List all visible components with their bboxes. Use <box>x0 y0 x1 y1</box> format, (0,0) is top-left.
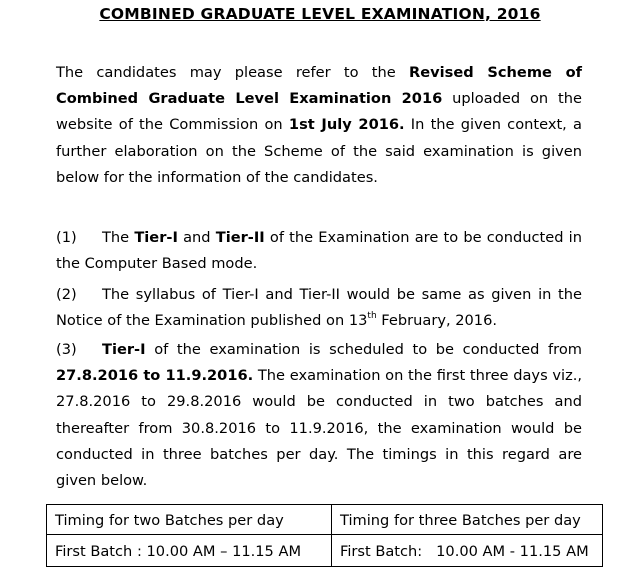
intro-paragraph <box>56 60 582 191</box>
intro-text-2: uploaded on the website of the Commission on <box>56 90 582 134</box>
point-3-text-2: The examination on the first three days viz., 27.8.2016 to 29.8.2016 would be conducted in two batches and thereafter from 30.8.2016 to 11.9.2016, the examination would be conducted in three batches per day. The timings in this regard are given below. <box>56 367 583 490</box>
document-title: COMBINED GRADUATE LEVEL EXAMINATION, 2016 <box>99 5 541 23</box>
batch-timings-table <box>46 504 603 567</box>
intro-text-1: The candidates may please refer to the <box>56 64 409 81</box>
point-1-tier-ii: Tier-II <box>215 229 265 246</box>
header-two-batches: Timing for two Batches per day <box>47 505 332 535</box>
point-number: (2) <box>56 286 77 303</box>
point-3-text-1: of the examination is scheduled to be conducted from <box>145 341 582 358</box>
three-batches-first-batch-cell: First Batch: 10.00 AM - 11.15 AM <box>332 535 603 567</box>
point-1 <box>56 225 582 277</box>
point-2-text-1: The syllabus of Tier-I and Tier-II would be same as given in the Notice of the Examination published on 13 <box>56 286 582 330</box>
point-3 <box>56 337 582 494</box>
point-1-text-2: and <box>177 229 216 246</box>
header-three-batches: Timing for three Batches per day <box>332 505 603 535</box>
intro-text-3: In the given context, a further elaboration on the Scheme of the said examination is given below for the information of the candidates. <box>56 116 582 186</box>
point-3-date-range: 27.8.2016 to 11.9.2016. <box>56 367 254 385</box>
intro-scheme-name: Revised Scheme of Combined Graduate Level Examination 2016 <box>56 64 582 108</box>
point-1-text-3: of the Examination are to be conducted in the Computer Based mode. <box>56 229 582 273</box>
point-1-text-1: The <box>102 229 135 246</box>
point-1-tier-i: Tier-I <box>134 229 178 246</box>
point-3-tier-i: Tier-I <box>102 341 146 358</box>
point-2-text-2: February, 2016. <box>376 312 498 330</box>
point-2-ordinal-suffix: th <box>367 311 377 322</box>
point-2 <box>56 282 582 334</box>
table-header-row <box>47 505 603 535</box>
two-batches-first-batch-cell: First Batch : 10.00 AM – 11.15 AM <box>47 535 332 567</box>
point-number: (3) <box>56 341 77 358</box>
point-number: (1) <box>56 229 77 246</box>
intro-date: 1st July 2016. <box>288 116 405 134</box>
